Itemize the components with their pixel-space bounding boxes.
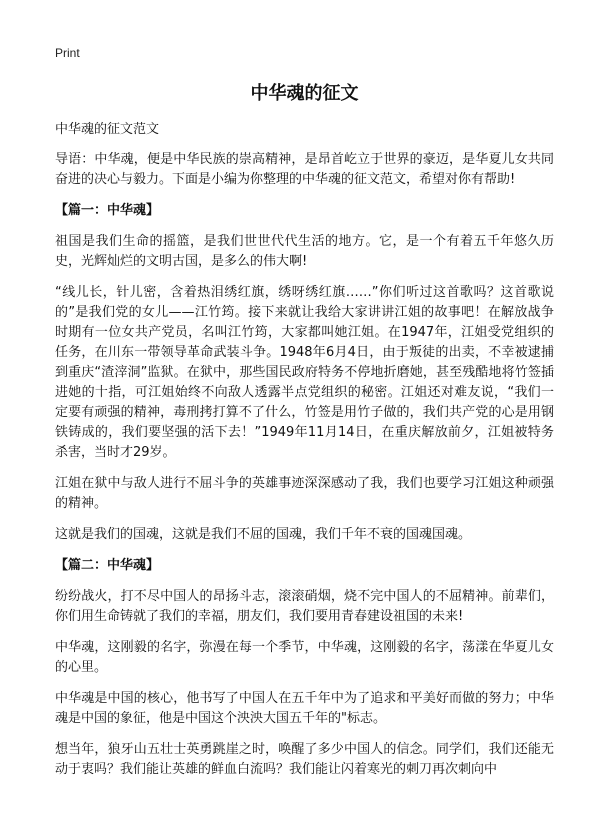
section-1-paragraph-4: 这就是我们的国魂，这就是我们不屈的国魂，我们千年不衰的国魂国魂。 (55, 527, 472, 542)
article-subtitle: 中华魂的征文范文 (55, 122, 160, 137)
print-link[interactable]: Print (55, 46, 80, 60)
section-1-paragraph-2: “线儿长，针儿密，含着热泪绣红旗，绣呀绣红旗……”你们听过这首歌吗？这首歌说的”是我们党的女儿——江竹筠。接下来就让我给大家讲讲江姐的故事吧！在解放战争时期有一位女共产党员，名叫江竹筠，大家都叫她江姐。在1947年，江姐受党组织的任务，在川东一带领导革命武装斗争。1948年6月4日，由于叛徒的出卖，不幸被逮捕到重庆“渣滓洞”监狱。在狱中，那些国民政府特务不停地折磨她，甚至残酷地将竹签插进她的十指，可江姐始终不向敌人透露半点党组织的秘密。江姐还对难友说，“我们一定要有顽强的精神，毒刑拷打算不了什么，竹签是用竹子做的，我们共产党的心是用钢铁铸成的，我们要坚强的活下去！”1949年11月14日，在重庆解放前夕，江姐被特务杀害，当时才29岁。 (55, 285, 554, 460)
article-title: 中华魂的征文 (250, 83, 359, 104)
section-2-paragraph-3: 中华魂是中国的核心，他书写了中国人在五千年中为了追求和平美好而做的努力；中华魂是中国的象征，他是中国这个泱泱大国五千年的"标志。 (55, 691, 554, 726)
section-2-paragraph-2: 中华魂，这刚毅的名字，弥漫在每一个季节，中华魂，这刚毅的名字，荡漾在华夏儿女的心里。 (55, 640, 554, 675)
section-heading-1: 【篇一：中华魂】 (55, 203, 160, 218)
section-1-paragraph-3: 江姐在狱中与敌人进行不屈斗争的英雄事迹深深感动了我，我们也要学习江姐这种顽强的精神。 (55, 476, 554, 511)
section-1-paragraph-1: 祖国是我们生命的摇篮，是我们世世代代生活的地方。它，是一个有着五千年悠久历史，光辉灿烂的文明古国，是多么的伟大啊! (55, 234, 554, 269)
article-intro: 导语：中华魂，便是中华民族的崇高精神，是昂首屹立于世界的豪迈，是华夏儿女共同奋进的决心与毅力。下面是小编为你整理的中华魂的征文范文，希望对你有帮助! (55, 152, 554, 187)
section-2-paragraph-1: 纷纷战火，打不尽中国人的昂扬斗志，滚滚硝烟，烧不完中国人的不屈精神。前辈们，你们用生命铸就了我们的幸福，朋友们，我们要用青春建设祖国的未来! (55, 589, 554, 624)
section-2-paragraph-4: 想当年，狼牙山五壮士英勇跳崖之时，唤醒了多少中国人的信念。同学们，我们还能无动于衷吗？我们能让英雄的鲜血白流吗？我们能让闪着寒光的刺刀再次刺向中 (55, 742, 554, 777)
section-heading-2: 【篇二：中华魂】 (55, 558, 160, 573)
